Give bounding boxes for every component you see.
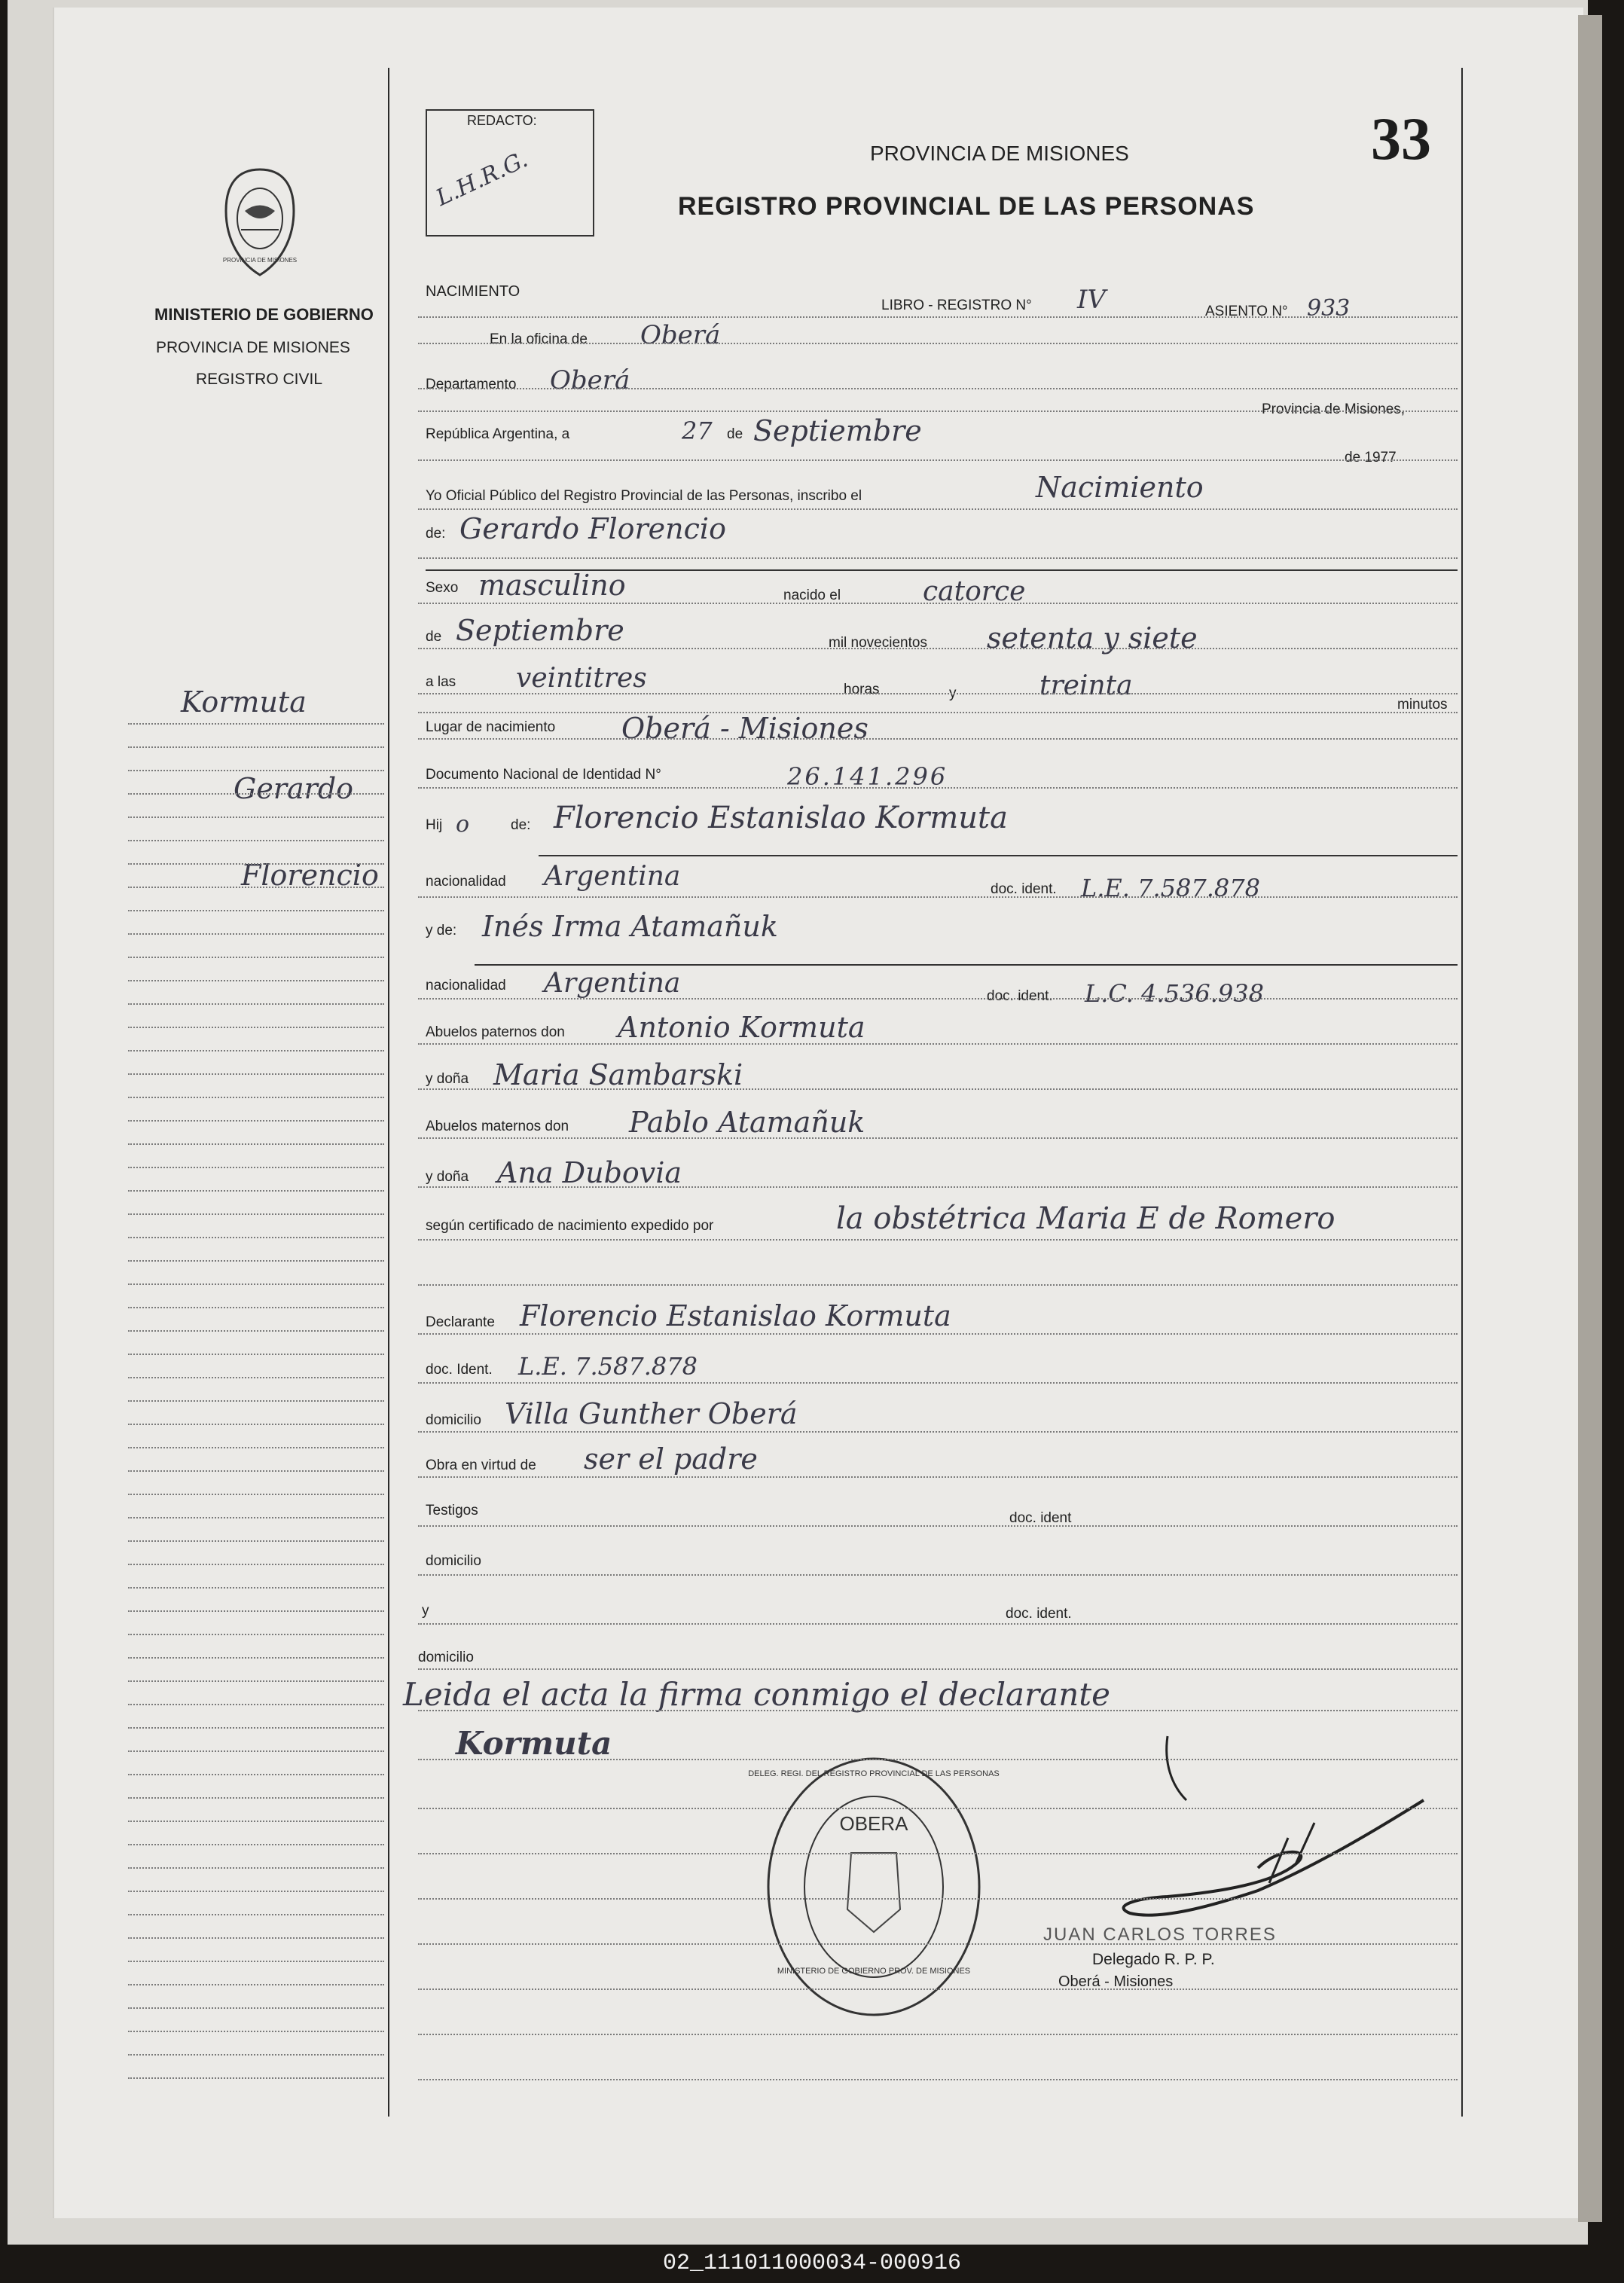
margin-dotted-line bbox=[128, 1237, 384, 1238]
form-dotted-line bbox=[418, 1853, 1458, 1854]
margin-dotted-line bbox=[128, 1050, 384, 1051]
margin-dotted-line bbox=[128, 1167, 384, 1168]
official-stamp bbox=[748, 1755, 1000, 2019]
obra-value: ser el padre bbox=[584, 1442, 758, 1476]
dni-label: Documento Nacional de Identidad N° bbox=[426, 767, 661, 783]
sexo-value: masculino bbox=[478, 569, 626, 602]
redacto-initials: L.H.R.G. bbox=[432, 146, 533, 212]
day-value: 27 bbox=[682, 417, 713, 445]
abuela-materna: Ana Dubovia bbox=[497, 1156, 682, 1189]
margin-dotted-line bbox=[128, 1704, 384, 1705]
lugar-label: Lugar de nacimiento bbox=[426, 719, 556, 735]
form-dotted-line bbox=[418, 1988, 1458, 1990]
margin-dotted-line bbox=[128, 1424, 384, 1425]
margin-dotted-line bbox=[128, 1517, 384, 1518]
stamp-top-text: OBERA bbox=[839, 1812, 908, 1835]
province-heading: PROVINCIA DE MISIONES bbox=[870, 142, 1129, 165]
officer-name: JUAN CARLOS TORRES bbox=[1043, 1924, 1277, 1945]
margin-dotted-line bbox=[128, 1400, 384, 1402]
officer-title: Delegado R. P. P. bbox=[1092, 1951, 1215, 1968]
margin-dotted-line bbox=[128, 1984, 384, 1985]
form-dotted-line bbox=[418, 738, 1458, 740]
margin-dotted-line bbox=[128, 910, 384, 911]
margin-dotted-line bbox=[128, 793, 384, 795]
mother-name: Inés Irma Atamañuk bbox=[482, 910, 778, 943]
form-dotted-line bbox=[418, 787, 1458, 789]
mother-rule bbox=[475, 964, 1458, 966]
libro-label: LIBRO - REGISTRO N° bbox=[881, 298, 1032, 313]
margin-dotted-line bbox=[128, 1097, 384, 1098]
republica-label: República Argentina, a bbox=[426, 426, 570, 442]
y-de-label: y de: bbox=[426, 923, 457, 939]
margin-dotted-line bbox=[128, 1587, 384, 1589]
departamento-value: Oberá bbox=[550, 365, 630, 395]
form-dotted-line bbox=[418, 998, 1458, 1000]
year-words: setenta y siete bbox=[987, 621, 1198, 655]
form-dotted-line bbox=[418, 2079, 1458, 2080]
margin-dotted-line bbox=[128, 1821, 384, 1822]
horas-label: horas bbox=[844, 682, 880, 697]
hijo-label: Hij bbox=[426, 817, 443, 833]
form-dotted-line bbox=[418, 1759, 1458, 1760]
decl-domicilio-label: domicilio bbox=[426, 1412, 481, 1428]
form-dotted-line bbox=[418, 388, 1458, 389]
margin-dotted-line bbox=[128, 1073, 384, 1075]
margin-dotted-line bbox=[128, 1891, 384, 1892]
domicilio-3-label: domicilio bbox=[418, 1650, 474, 1665]
dni-value: 26.141.296 bbox=[787, 762, 948, 791]
form-dotted-line bbox=[418, 1431, 1458, 1433]
margin-dotted-line bbox=[128, 1657, 384, 1659]
form-dotted-line bbox=[418, 316, 1458, 318]
margin-dotted-line bbox=[128, 1797, 384, 1799]
margin-dotted-line bbox=[128, 1330, 384, 1332]
margin-dotted-line bbox=[128, 1727, 384, 1729]
certificado-label: según certificado de nacimiento expedido por bbox=[426, 1218, 714, 1234]
officer-place: Oberá - Misiones bbox=[1058, 1973, 1174, 1990]
provincial-emblem bbox=[218, 166, 301, 279]
form-dotted-line bbox=[418, 1186, 1458, 1188]
y-label-2: y bbox=[422, 1603, 429, 1619]
margin-dotted-line bbox=[128, 1774, 384, 1775]
margin-dotted-line bbox=[128, 1961, 384, 1962]
form-dotted-line bbox=[418, 1623, 1458, 1625]
mother-doc-label: doc. ident. bbox=[987, 988, 1053, 1004]
y-label-1: y bbox=[949, 685, 957, 701]
registrant-name: Gerardo Florencio bbox=[459, 512, 726, 545]
margin-dotted-line bbox=[128, 1283, 384, 1285]
margin-dotted-line bbox=[128, 2007, 384, 2009]
y-dona-label-2: y doña bbox=[426, 1169, 469, 1185]
a-las-label: a las bbox=[426, 674, 456, 690]
document-page bbox=[8, 0, 1588, 2245]
form-dotted-line bbox=[418, 1382, 1458, 1384]
margin-dotted-line bbox=[128, 840, 384, 841]
father-doc: L.E. 7.587.878 bbox=[1081, 874, 1260, 902]
form-dotted-line bbox=[418, 411, 1458, 412]
margin-first-name: Gerardo bbox=[234, 772, 354, 805]
form-dotted-line bbox=[418, 508, 1458, 510]
ministry-registry: REGISTRO CIVIL bbox=[196, 371, 323, 388]
form-dotted-line bbox=[418, 693, 1458, 694]
form-dotted-line bbox=[418, 712, 1458, 713]
margin-dotted-line bbox=[128, 723, 384, 725]
form-dotted-line bbox=[418, 1333, 1458, 1335]
declarante-label: Declarante bbox=[426, 1314, 495, 1330]
hours-value: veintitres bbox=[516, 663, 647, 694]
oficial-label: Yo Oficial Público del Registro Provincial de las Personas, inscribo el bbox=[426, 488, 862, 504]
signature-stroke bbox=[1160, 1732, 1190, 1808]
mil-label: mil novecientos bbox=[829, 635, 927, 651]
margin-dotted-line bbox=[128, 1143, 384, 1145]
margin-dotted-line bbox=[128, 1610, 384, 1612]
margin-dotted-line bbox=[128, 933, 384, 935]
decl-doc-label: doc. Ident. bbox=[426, 1362, 493, 1378]
stamp-bottom-text: MINISTERIO DE GOBIERNO PROV. DE MISIONES bbox=[777, 1967, 971, 1976]
right-border bbox=[1461, 68, 1463, 2117]
departamento-label: Departamento bbox=[426, 377, 517, 392]
margin-dotted-line bbox=[128, 1003, 384, 1005]
folio-number: 33 bbox=[1371, 106, 1431, 172]
testigos-doc2-label: doc. ident. bbox=[1006, 1606, 1072, 1622]
asiento-label: ASIENTO N° bbox=[1205, 304, 1288, 319]
form-dotted-line bbox=[418, 1525, 1458, 1527]
minutos-label: minutos bbox=[1397, 697, 1448, 713]
month-value: Septiembre bbox=[753, 414, 922, 447]
form-dotted-line bbox=[418, 1284, 1458, 1286]
redacto-label: REDACTO: bbox=[467, 113, 537, 128]
decl-domicilio-value: Villa Gunther Oberá bbox=[505, 1397, 798, 1430]
domicilio-2-label: domicilio bbox=[426, 1553, 481, 1569]
hijo-de-label: de: bbox=[511, 817, 531, 833]
form-dotted-line bbox=[418, 1476, 1458, 1478]
margin-dotted-line bbox=[128, 746, 384, 748]
registry-title: REGISTRO PROVINCIAL DE LAS PERSONAS bbox=[678, 192, 1255, 221]
margin-dotted-line bbox=[128, 980, 384, 981]
margin-rule bbox=[388, 68, 389, 2117]
form-dotted-line bbox=[418, 1943, 1458, 1945]
act-type: NACIMIENTO bbox=[426, 283, 520, 300]
form-dotted-line bbox=[418, 343, 1458, 344]
birth-month: Septiembre bbox=[456, 614, 624, 647]
margin-dotted-line bbox=[128, 887, 384, 888]
margin-dotted-line bbox=[128, 1564, 384, 1565]
form-dotted-line bbox=[418, 1808, 1458, 1809]
form-dotted-line bbox=[418, 896, 1458, 898]
margin-dotted-line bbox=[128, 2031, 384, 2032]
margin-dotted-line bbox=[128, 816, 384, 818]
father-nac-label: nacionalidad bbox=[426, 874, 506, 890]
margin-dotted-line bbox=[128, 1190, 384, 1192]
form-dotted-line bbox=[418, 1574, 1458, 1576]
oficina-value: Oberá bbox=[640, 320, 721, 350]
decl-doc-value: L.E. 7.587.878 bbox=[518, 1352, 698, 1381]
form-dotted-line bbox=[418, 1710, 1458, 1711]
y-dona-label-1: y doña bbox=[426, 1071, 469, 1087]
ministry-province: PROVINCIA DE MISIONES bbox=[156, 339, 350, 356]
libro-value: IV bbox=[1077, 285, 1106, 315]
declarante-signature: Kormuta bbox=[456, 1725, 612, 1762]
margin-dotted-line bbox=[128, 1634, 384, 1635]
margin-dotted-line bbox=[128, 1937, 384, 1939]
margin-dotted-line bbox=[128, 1914, 384, 1915]
officer-signature bbox=[1107, 1793, 1431, 1943]
sexo-label: Sexo bbox=[426, 580, 459, 596]
margin-dotted-line bbox=[128, 1260, 384, 1262]
oficina-label: En la oficina de bbox=[490, 331, 588, 347]
margin-dotted-line bbox=[128, 1377, 384, 1378]
lugar-value: Oberá - Misiones bbox=[621, 712, 868, 745]
abuelos-mat-label: Abuelos maternos don bbox=[426, 1119, 569, 1134]
margin-dotted-line bbox=[128, 1307, 384, 1308]
mother-doc: L.C. 4.536.938 bbox=[1085, 979, 1264, 1008]
name-label: de: bbox=[426, 526, 446, 542]
margin-dotted-line bbox=[128, 1750, 384, 1752]
margin-dotted-line bbox=[128, 770, 384, 771]
de-label-1: de bbox=[727, 426, 743, 442]
stamp-outer-text: DELEG. REGI. DEL REGISTRO PROVINCIAL DE LAS PERSONAS bbox=[748, 1769, 1000, 1778]
declarante-value: Florencio Estanislao Kormuta bbox=[520, 1299, 951, 1332]
abuelos-pat-label: Abuelos paternos don bbox=[426, 1024, 565, 1040]
form-dotted-line bbox=[418, 648, 1458, 649]
form-dotted-line bbox=[418, 1137, 1458, 1139]
margin-dotted-line bbox=[128, 1844, 384, 1845]
certificado-value: la obstétrica Maria E de Romero bbox=[836, 1201, 1336, 1236]
margin-dotted-line bbox=[128, 1120, 384, 1122]
testigos-label: Testigos bbox=[426, 1503, 478, 1518]
form-dotted-line bbox=[418, 459, 1458, 461]
margin-dotted-line bbox=[128, 1680, 384, 1682]
margin-dotted-line bbox=[128, 1354, 384, 1355]
form-dotted-line bbox=[418, 603, 1458, 604]
ministry-title: MINISTERIO DE GOBIERNO bbox=[154, 305, 374, 324]
form-dotted-line bbox=[418, 1043, 1458, 1045]
margin-dotted-line bbox=[128, 1027, 384, 1028]
emblem-text: PROVINCIA DE MISIONES bbox=[222, 257, 298, 264]
abuela-paterna: Maria Sambarski bbox=[493, 1058, 743, 1091]
father-doc-label: doc. ident. bbox=[991, 881, 1057, 897]
nacido-label: nacido el bbox=[783, 588, 841, 603]
nacido-value: catorce bbox=[923, 576, 1026, 607]
margin-second-name: Florencio bbox=[241, 859, 379, 892]
abuelo-materno: Pablo Atamañuk bbox=[629, 1106, 865, 1139]
form-dotted-line bbox=[418, 1898, 1458, 1900]
provincia-label: Provincia de Misiones, bbox=[1262, 401, 1406, 417]
margin-dotted-line bbox=[128, 1867, 384, 1869]
father-nationality: Argentina bbox=[544, 861, 681, 892]
inscribo-value: Nacimiento bbox=[1036, 471, 1204, 504]
hijo-suffix: o bbox=[456, 811, 470, 838]
year-label: de 1977 bbox=[1345, 450, 1397, 465]
father-name: Florencio Estanislao Kormuta bbox=[554, 801, 1008, 835]
image-caption: 02_111011000034-000916 bbox=[662, 2251, 962, 2276]
form-dotted-line bbox=[418, 557, 1458, 559]
margin-dotted-line bbox=[128, 1447, 384, 1448]
testigos-doc-label: doc. ident bbox=[1009, 1510, 1072, 1526]
form-dotted-line bbox=[418, 2034, 1458, 2035]
father-rule bbox=[539, 855, 1458, 856]
minutes-value: treinta bbox=[1039, 670, 1133, 701]
margin-dotted-line bbox=[128, 1494, 384, 1495]
mother-nationality: Argentina bbox=[544, 968, 681, 999]
asiento-value: 933 bbox=[1307, 295, 1351, 322]
form-dotted-line bbox=[418, 1668, 1458, 1670]
margin-dotted-line bbox=[128, 2077, 384, 2079]
margin-dotted-line bbox=[128, 1470, 384, 1472]
de-label-2: de bbox=[426, 629, 442, 645]
abuelo-paterno: Antonio Kormuta bbox=[618, 1011, 865, 1044]
margin-dotted-line bbox=[128, 863, 384, 865]
page-edge bbox=[1578, 15, 1602, 2222]
form-dotted-line bbox=[418, 1239, 1458, 1241]
margin-surname: Kormuta bbox=[181, 685, 307, 719]
margin-dotted-line bbox=[128, 1540, 384, 1542]
margin-dotted-line bbox=[128, 2054, 384, 2056]
closing-statement: Leida el acta la firma conmigo el declarante bbox=[403, 1676, 1110, 1713]
margin-dotted-line bbox=[128, 1213, 384, 1215]
obra-label: Obra en virtud de bbox=[426, 1457, 536, 1473]
margin-dotted-line bbox=[128, 957, 384, 958]
form-dotted-line bbox=[418, 1088, 1458, 1090]
mother-nac-label: nacionalidad bbox=[426, 978, 506, 993]
